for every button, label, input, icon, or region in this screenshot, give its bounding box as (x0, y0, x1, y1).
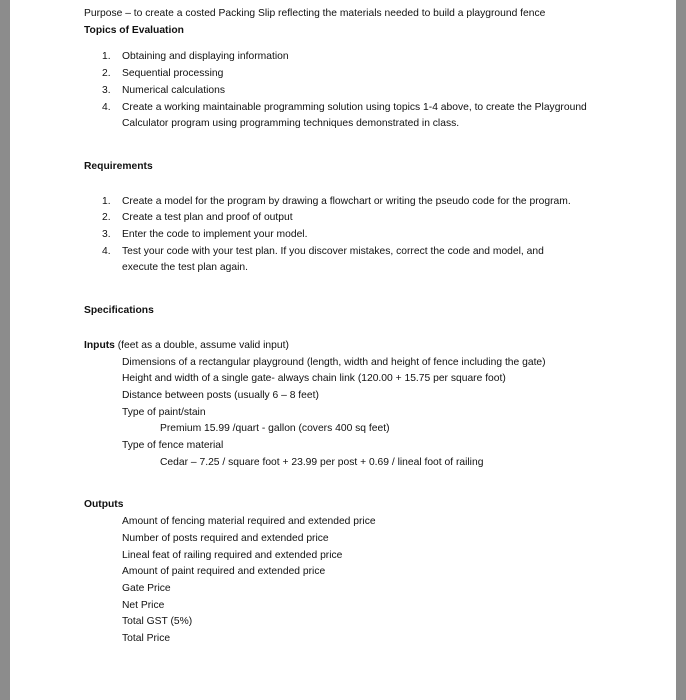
document-content (84, 6, 644, 648)
output-item: Net Price (122, 599, 165, 611)
list-item: 4. Create a working maintainable programming solution using topics 1-4 above, to create the Playground Calculator program using programming techniques demonstrated in class. (102, 101, 587, 130)
topics-list (84, 49, 644, 133)
input-item: Height and width of a single gate- always chain link (120.00 + 15.75 per square foot) (122, 373, 506, 385)
list-item: 1. Create a model for the program by drawing a flowchart or writing the pseudo code for the program. (102, 195, 571, 207)
outputs-heading: Outputs (84, 499, 124, 511)
output-item: Total GST (5%) (122, 616, 193, 628)
input-item: Distance between posts (usually 6 – 8 feet) (122, 389, 319, 401)
input-item: Type of fence material (122, 440, 224, 452)
list-item: 1. Obtaining and displaying information (102, 51, 289, 63)
document-page (10, 0, 676, 700)
topics-heading: Topics of Evaluation (84, 24, 184, 36)
list-item: 4. Test your code with your test plan. If you discover mistakes, correct the code and model, and execute the test plan again. (102, 245, 544, 274)
output-item: Lineal feat of railing required and extended price (122, 549, 343, 561)
requirements-heading: Requirements (84, 160, 153, 172)
specifications-heading: Specifications (84, 305, 154, 317)
output-item: Number of posts required and extended price (122, 532, 329, 544)
output-item: Total Price (122, 633, 171, 645)
requirements-list (84, 194, 644, 278)
inputs-heading: Inputs (feet as a double, assume valid input) (84, 339, 289, 351)
output-item: Amount of paint required and extended price (122, 566, 326, 578)
list-item: 3. Enter the code to implement your model. (102, 229, 308, 241)
output-item: Gate Price (122, 582, 171, 594)
input-subitem: Cedar – 7.25 / square foot + 23.99 per post + 0.69 / lineal foot of railing (160, 456, 484, 468)
input-subitem: Premium 15.99 /quart - gallon (covers 400 sq feet) (160, 423, 390, 435)
purpose-line: Purpose – to create a costed Packing Slip reflecting the materials needed to build a playground fence (84, 8, 546, 19)
input-item: Dimensions of a rectangular playground (length, width and height of fence including the gate) (122, 356, 546, 368)
list-item: 2. Create a test plan and proof of output (102, 212, 293, 224)
input-item: Type of paint/stain (122, 406, 206, 418)
list-item: 2. Sequential processing (102, 68, 224, 80)
output-item: Amount of fencing material required and extended price (122, 516, 376, 528)
list-item: 3. Numerical calculations (102, 84, 226, 96)
